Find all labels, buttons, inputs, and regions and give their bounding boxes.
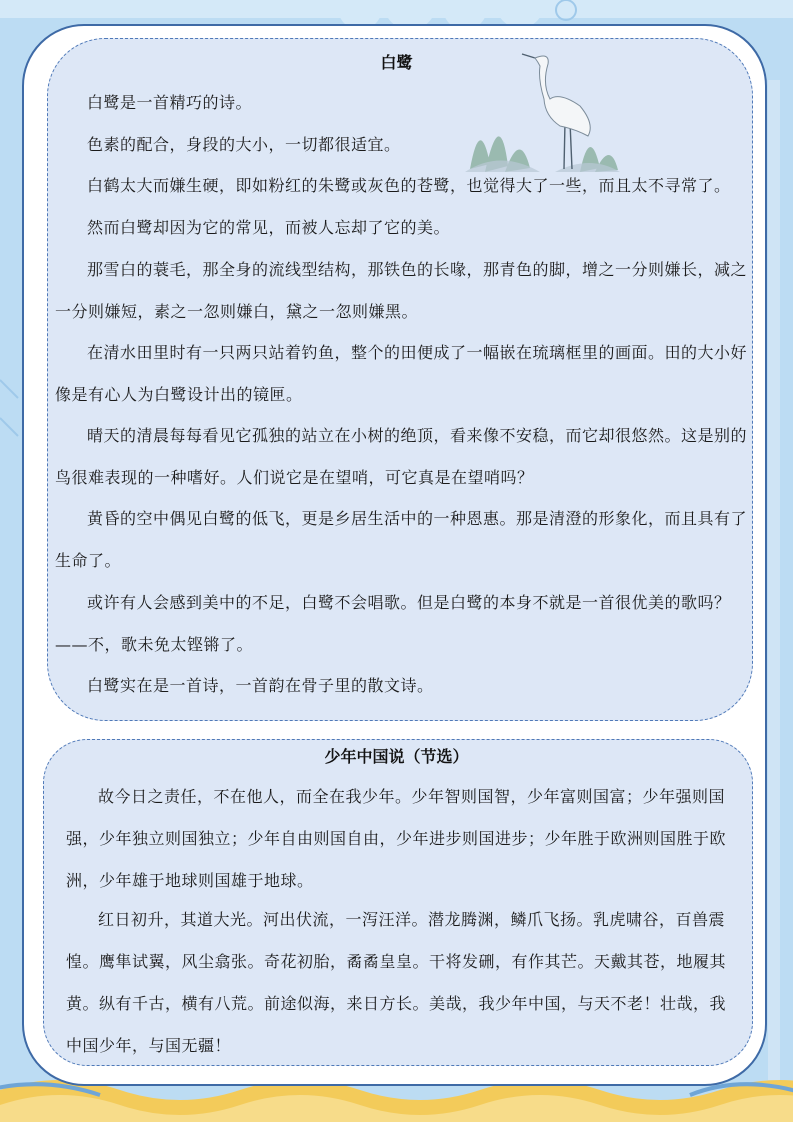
paragraph-3: 白鹤太大而嫌生硬，即如粉红的朱鹭或灰色的苍鹭，也觉得大了一些，而且太不寻常了。	[87, 176, 731, 195]
paragraph-shaonian-2: 红日初升，其道大光。河出伏流，一泻汪洋。潜龙腾渊，鳞爪飞扬。乳虎啸谷，百兽震惶。鹰隼试翼，风尘翕张。奇花初胎，矞矞皇皇。干将发硎，有作其芒。天戴其苍，地履其黄。纵有千古，横有八荒。前途似海，来日方长。美哉，我少年中国，与天不老！壮哉，我中国少年，与国无疆！	[66, 910, 727, 1055]
paragraph-shaonian-1: 故今日之责任，不在他人，而全在我少年。少年智则国智，少年富则国富；少年强则国强，少年独立则国独立；少年自由则国自由，少年进步则国进步；少年胜于欧洲则国胜于欧洲，少年雄于地球则国雄于地球。	[66, 787, 727, 890]
paragraph-4: 然而白鹭却因为它的常见，而被人忘却了它的美。	[87, 218, 451, 237]
paragraph-10: 白鹭实在是一首诗，一首韵在骨子里的散文诗。	[87, 676, 434, 695]
paragraph-6: 在清水田里时有一只两只站着钓鱼，整个的田便成了一幅嵌在琉璃框里的画面。田的大小好像是有心人为白鹭设计出的镜匣。	[55, 343, 748, 404]
paragraph-2: 色素的配合，身段的大小，一切都很适宜。	[87, 135, 401, 154]
paragraph-9: 或许有人会感到美中的不足，白鹭不会唱歌。但是白鹭的本身不就是一首很优美的歌吗？——不，歌未免太铿锵了。	[55, 593, 731, 654]
paragraph-8: 黄昏的空中偶见白鹭的低飞，更是乡居生活中的一种恩惠。那是清澄的形象化，而且具有了生命了。	[55, 509, 748, 570]
paragraph-1: 白鹭是一首精巧的诗。	[87, 93, 253, 112]
paragraph-5: 那雪白的蓑毛，那全身的流线型结构，那铁色的长喙，那青色的脚，增之一分则嫌长，减之一分则嫌短，素之一忽则嫌白，黛之一忽则嫌黑。	[55, 260, 748, 321]
decorative-bottom-waves	[0, 1080, 793, 1122]
paragraph-7: 晴天的清晨每每看见它孤独的站立在小树的绝顶，看来像不安稳，而它却很悠然。这是别的鸟很难表现的一种嗜好。人们说它是在望哨，可它真是在望哨吗？	[55, 426, 748, 487]
title-bailu: 白鹭	[380, 53, 413, 72]
title-shaonian: 少年中国说（节选）	[324, 747, 469, 766]
